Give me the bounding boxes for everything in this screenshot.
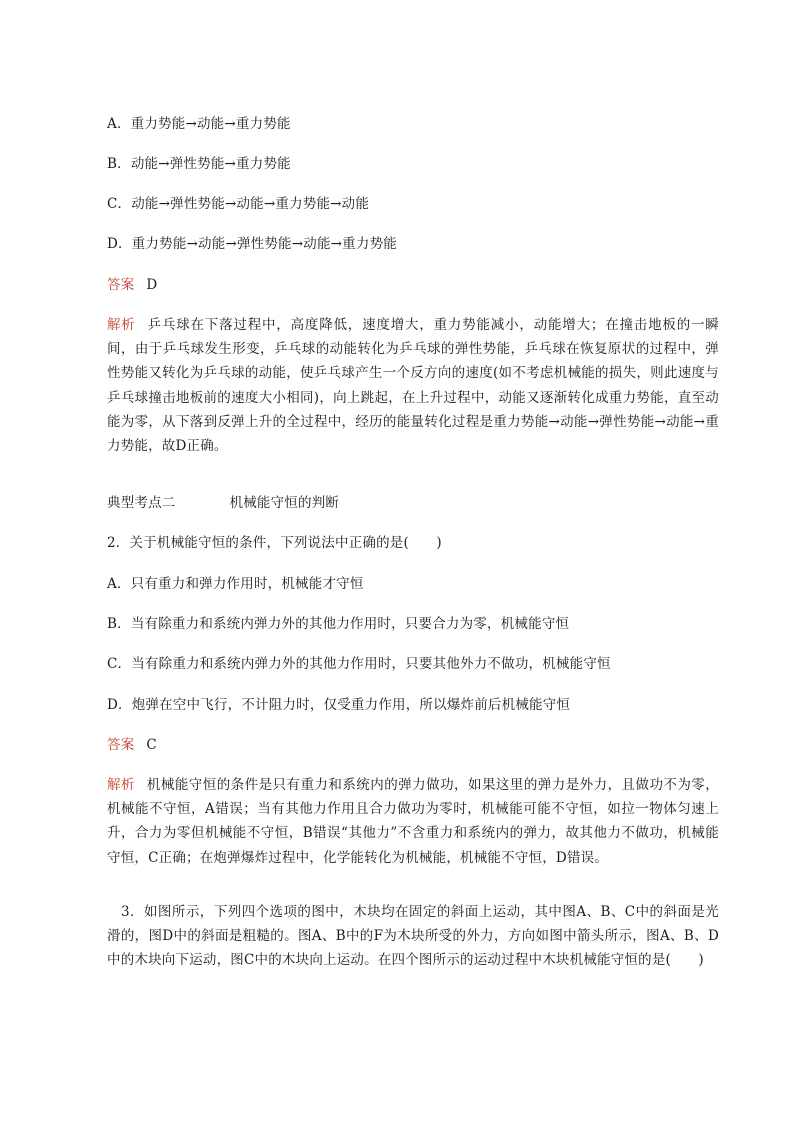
q2-analysis-label: 解析	[107, 777, 135, 793]
q1-analysis-text: 乒乓球在下落过程中，高度降低，速度增大，重力势能减小，动能增大；在撞击地板的一瞬间，由于乒乓球发生形变，乒乓球的动能转化为乒乓球的弹性势能，乒乓球在恢复原状的过程中，弹性势能又转化为乒乓球的动能，使乒乓球产生一个反方向的速度(如不考虑机械能的损失，则此速度与乒乓球撞击地板前的速度大小相同)，向上跳起，在上升过程中，动能又逐渐转化成重力势能，直至动能为零，从下落到反弹上升的全过程中，经历的能量转化过程是重力势能→动能→弹性势能→动能→重力势能，故D正确。	[107, 317, 720, 455]
q2-stem: 2．关于机械能守恒的条件，下列说法中正确的是( )	[107, 535, 442, 551]
q1-answer	[107, 275, 157, 295]
q1-option-a: A．重力势能→动能→重力势能	[107, 116, 291, 132]
q2-option-d: D．炮弹在空中飞行，不计阻力时，仅受重力作用，所以爆炸前后机械能守恒	[107, 697, 571, 713]
q2-option-b: B．当有除重力和系统内弹力外的其他力作用时，只要合力为零，机械能守恒	[107, 616, 570, 632]
section-title: 机械能守恒的判断	[229, 495, 340, 511]
q2-answer	[107, 735, 157, 755]
q2-answer-label: 答案	[107, 737, 135, 753]
q3-stem: 3．如图所示，下列四个选项的图中，木块均在固定的斜面上运动，其中图A、B、C中的斜面是光滑的，图D中的斜面是粗糙的。图A、B中的F为木块所受的外力，方向如图中箭头所示，图A、B、D中的木块向下运动，图C中的木块向上运动。在四个图所示的运动过程中木块机械能守恒的是( )	[107, 904, 719, 969]
q2-analysis	[107, 773, 719, 870]
q2-answer-value: C	[146, 737, 157, 753]
q1-answer-label: 答案	[107, 277, 135, 293]
q1-analysis-label: 解析	[107, 317, 136, 333]
section-label: 典型考点二	[107, 495, 176, 511]
q1-answer-value: D	[146, 277, 158, 293]
section-heading	[107, 493, 339, 513]
q1-analysis	[107, 313, 719, 458]
q2-option-a: A．只有重力和弹力作用时，机械能才守恒	[107, 576, 364, 592]
q2-analysis-text: 机械能守恒的条件是只有重力和系统内的弹力做功，如果这里的弹力是外力，且做功不为零，机械能不守恒，A错误；当有其他力作用且合力做功为零时，机械能可能不守恒，如拉一物体匀速上升，合力为零但机械能不守恒，B错误“其他力”不含重力和系统内的弹力，故其他力不做功，机械能守恒，C正确；在炮弹爆炸过程中，化学能转化为机械能，机械能不守恒，D错误。	[107, 777, 719, 866]
q2-option-c: C．当有除重力和系统内弹力外的其他力作用时，只要其他外力不做功，机械能守恒	[107, 656, 611, 672]
q1-option-b: B．动能→弹性势能→重力势能	[107, 156, 291, 172]
q1-option-d: D．重力势能→动能→弹性势能→动能→重力势能	[107, 236, 397, 252]
q1-option-c: C．动能→弹性势能→动能→重力势能→动能	[107, 196, 370, 212]
